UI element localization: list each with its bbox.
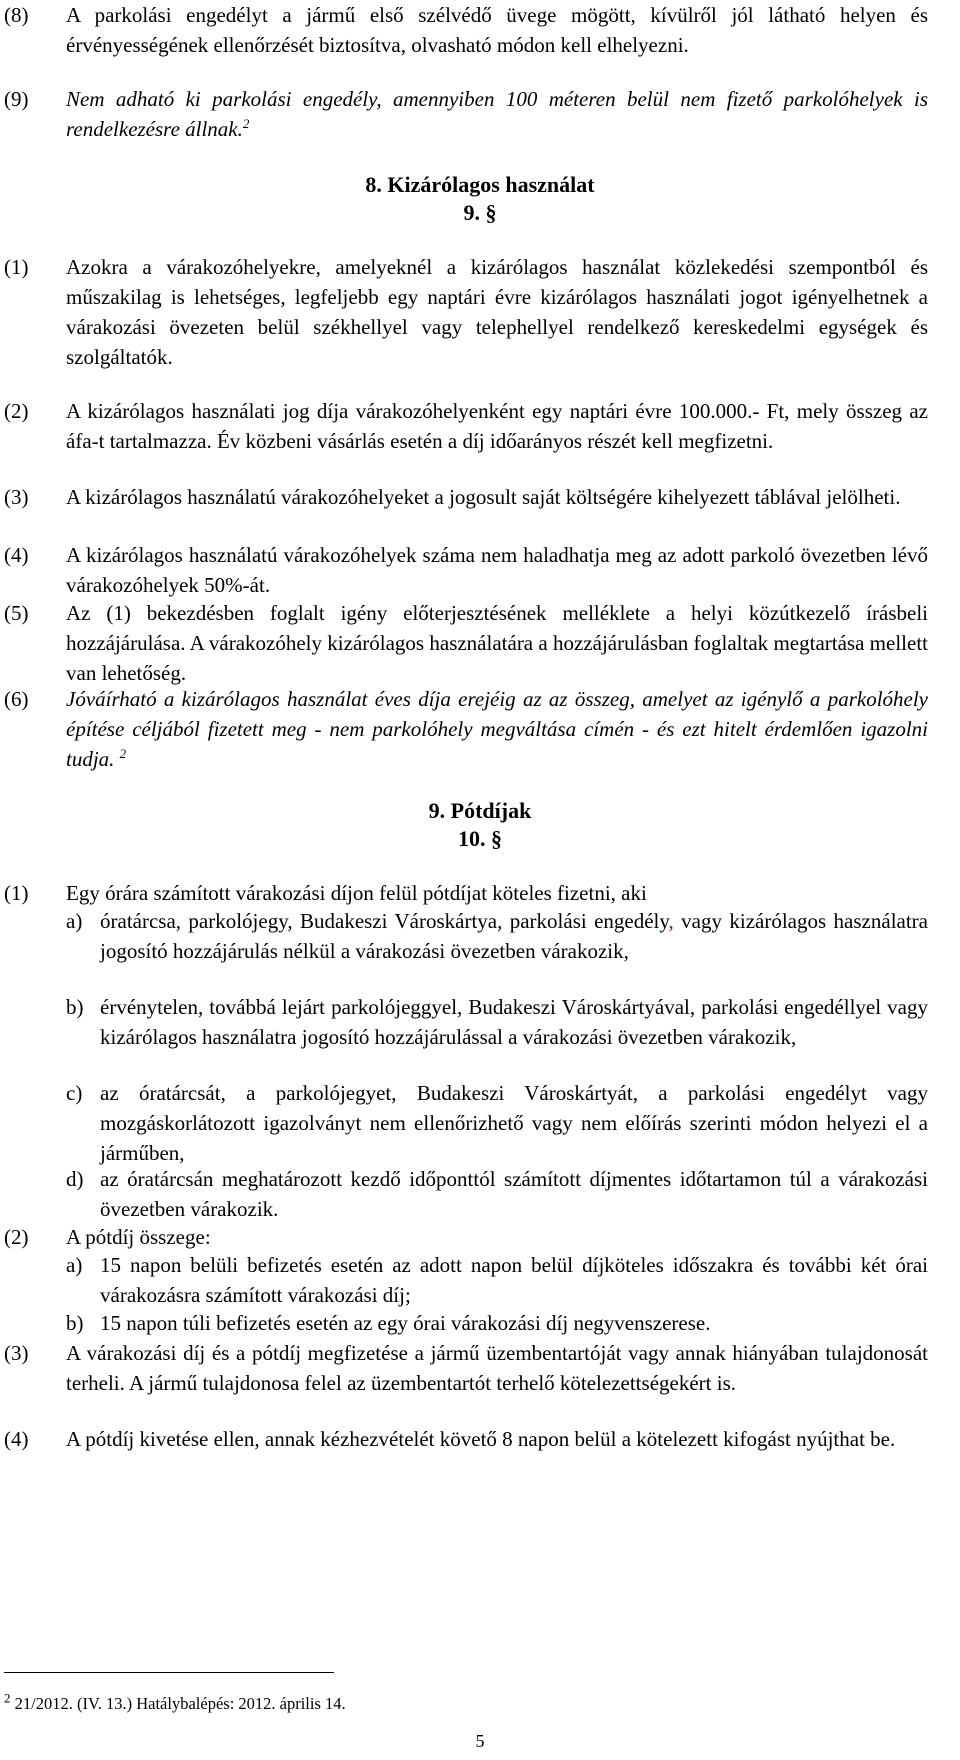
- list-text: 15 napon belüli befizetés esetén az adott napon belül díjköteles időszakra és további két órai várakozásra számított várakozási díj;: [100, 1253, 928, 1307]
- list-text: [100, 906, 928, 966]
- paragraph-text: Azokra a várakozóhelyekre, amelyeknél a kizárólagos használat közlekedési szempontból és műszakilag is lehetséges, legfeljebb egy naptári évre kizárólagos használati jogot igényelhetnek a várakozási övezeten belül székhellyel vagy telephellyel rendelkező kereskedelmi egységek és szolgáltatók.: [66, 255, 928, 369]
- paragraph-text: A pótdíj kivetése ellen, annak kézhezvételét követő 8 napon belül a kötelezett kifogást nyújthat be.: [66, 1427, 896, 1451]
- paragraph-number: (1): [4, 255, 29, 279]
- list-text: 15 napon túli befizetés esetén az egy órai várakozási díj negyvenszerese.: [100, 1311, 711, 1335]
- red-comma: ,: [668, 909, 674, 933]
- page-number: 5: [475, 1731, 485, 1751]
- paragraph-number: (3): [4, 1341, 29, 1365]
- paragraph-text-body: Jóváírható a kizárólagos használat éves díja erejéig az az összeg, amelyet az igénylő a parkolóhely építése céljából fizetett meg - nem parkolóhely megváltása címén - és ezt hitelt érdemlően igazolni tudja.: [66, 687, 928, 771]
- list-letter: a): [66, 1253, 83, 1277]
- list-letter: b): [66, 995, 84, 1019]
- paragraph-text: A pótdíj összege:: [66, 1225, 211, 1249]
- list-letter: d): [66, 1167, 84, 1191]
- footnote-ref: 2: [119, 746, 127, 761]
- paragraph-number: (2): [4, 399, 29, 423]
- paragraph-number: (6): [4, 687, 29, 711]
- paragraph-text: Az (1) bekezdésben foglalt igény előterjesztésének melléklete a helyi közútkezelő írásbeli hozzájárulása. A várakozóhely kizárólagos használatára a hozzájárulásban foglaltak megtartása mellett van lehetőség.: [66, 601, 928, 685]
- paragraph-text: A parkolási engedélyt a jármű első szélvédő üvege mögött, kívülről jól látható helyen és érvényességének ellenőrzését biztosítva, olvasható módon kell elhelyezni.: [66, 3, 928, 57]
- list-text: érvénytelen, továbbá lejárt parkolójeggyel, Budakeszi Városkártyával, parkolási engedéllyel vagy kizárólagos használatra jogosító hozzájárulással a várakozási övezetben várakozik,: [100, 995, 928, 1049]
- list-text: az óratárcsán meghatározott kezdő időponttól számított díjmentes időtartamon túl a várakozási övezetben várakozik.: [100, 1167, 928, 1221]
- footnote-mark: 2: [4, 1690, 11, 1706]
- paragraph-number: (2): [4, 1225, 29, 1249]
- paragraph-text-body: Nem adható ki parkolási engedély, amennyiben 100 méteren belül nem fizető parkolóhelyek is rendelkezésre állnak.: [66, 87, 928, 141]
- paragraph-text: A kizárólagos használati jog díja várakozóhelyenként egy naptári évre 100.000.- Ft, mely összeg az áfa-t tartalmazza. Év közbeni vásárlás esetén a díj időarányos részét kell megfizetni.: [66, 399, 928, 453]
- footnote-separator: [4, 1672, 334, 1673]
- section-heading-8: 8. Kizárólagos használat: [365, 172, 595, 197]
- paragraph-number: (9): [4, 87, 29, 111]
- footnote: [4, 1690, 346, 1714]
- list-text-part: óratárcsa, parkolójegy, Budakeszi Városkártya, parkolási engedély: [100, 909, 669, 933]
- paragraph-text: [66, 84, 928, 144]
- section-paragraph-sign: 10. §: [458, 826, 502, 851]
- section-paragraph-sign: 9. §: [463, 200, 497, 225]
- paragraph-text: A kizárólagos használatú várakozóhelyek száma nem haladhatja meg az adott parkoló övezetben lévő várakozóhelyek 50%-át.: [66, 543, 928, 597]
- paragraph-number: (5): [4, 601, 29, 625]
- paragraph-number: (4): [4, 543, 29, 567]
- paragraph-number: (8): [4, 3, 29, 27]
- section-heading-9: 9. Pótdíjak: [428, 798, 532, 823]
- paragraph-number: (1): [4, 881, 29, 905]
- footnote-text: 21/2012. (IV. 13.) Hatálybalépés: 2012. április 14.: [14, 1694, 346, 1713]
- paragraph-text: Egy órára számított várakozási díjon felül pótdíjat köteles fizetni, aki: [66, 881, 647, 905]
- list-letter: c): [66, 1081, 83, 1105]
- paragraph-number: (4): [4, 1427, 29, 1451]
- list-letter: a): [66, 909, 83, 933]
- list-text: az óratárcsát, a parkolójegyet, Budakeszi Városkártyát, a parkolási engedélyt vagy mozgáskorlátozott igazolványt nem ellenőrizhető vagy nem előírás szerinti módon helyezi el a járműben,: [100, 1081, 928, 1165]
- list-text-part: vagy kizárólagos használatra jogosító hozzájárulás nélkül a várakozási övezetben várakozik,: [100, 909, 928, 963]
- paragraph-text: A kizárólagos használatú várakozóhelyeket a jogosult saját költségére kihelyezett táblával jelölheti.: [66, 485, 901, 509]
- paragraph-text: [66, 684, 928, 774]
- list-letter: b): [66, 1311, 84, 1335]
- paragraph-number: (3): [4, 485, 29, 509]
- footnote-ref: 2: [242, 116, 250, 131]
- paragraph-text: A várakozási díj és a pótdíj megfizetése a jármű üzembentartóját vagy annak hiányában tulajdonosát terheli. A jármű tulajdonosa felel az üzembentartót terhelő kötelezettségekért is.: [66, 1341, 928, 1395]
